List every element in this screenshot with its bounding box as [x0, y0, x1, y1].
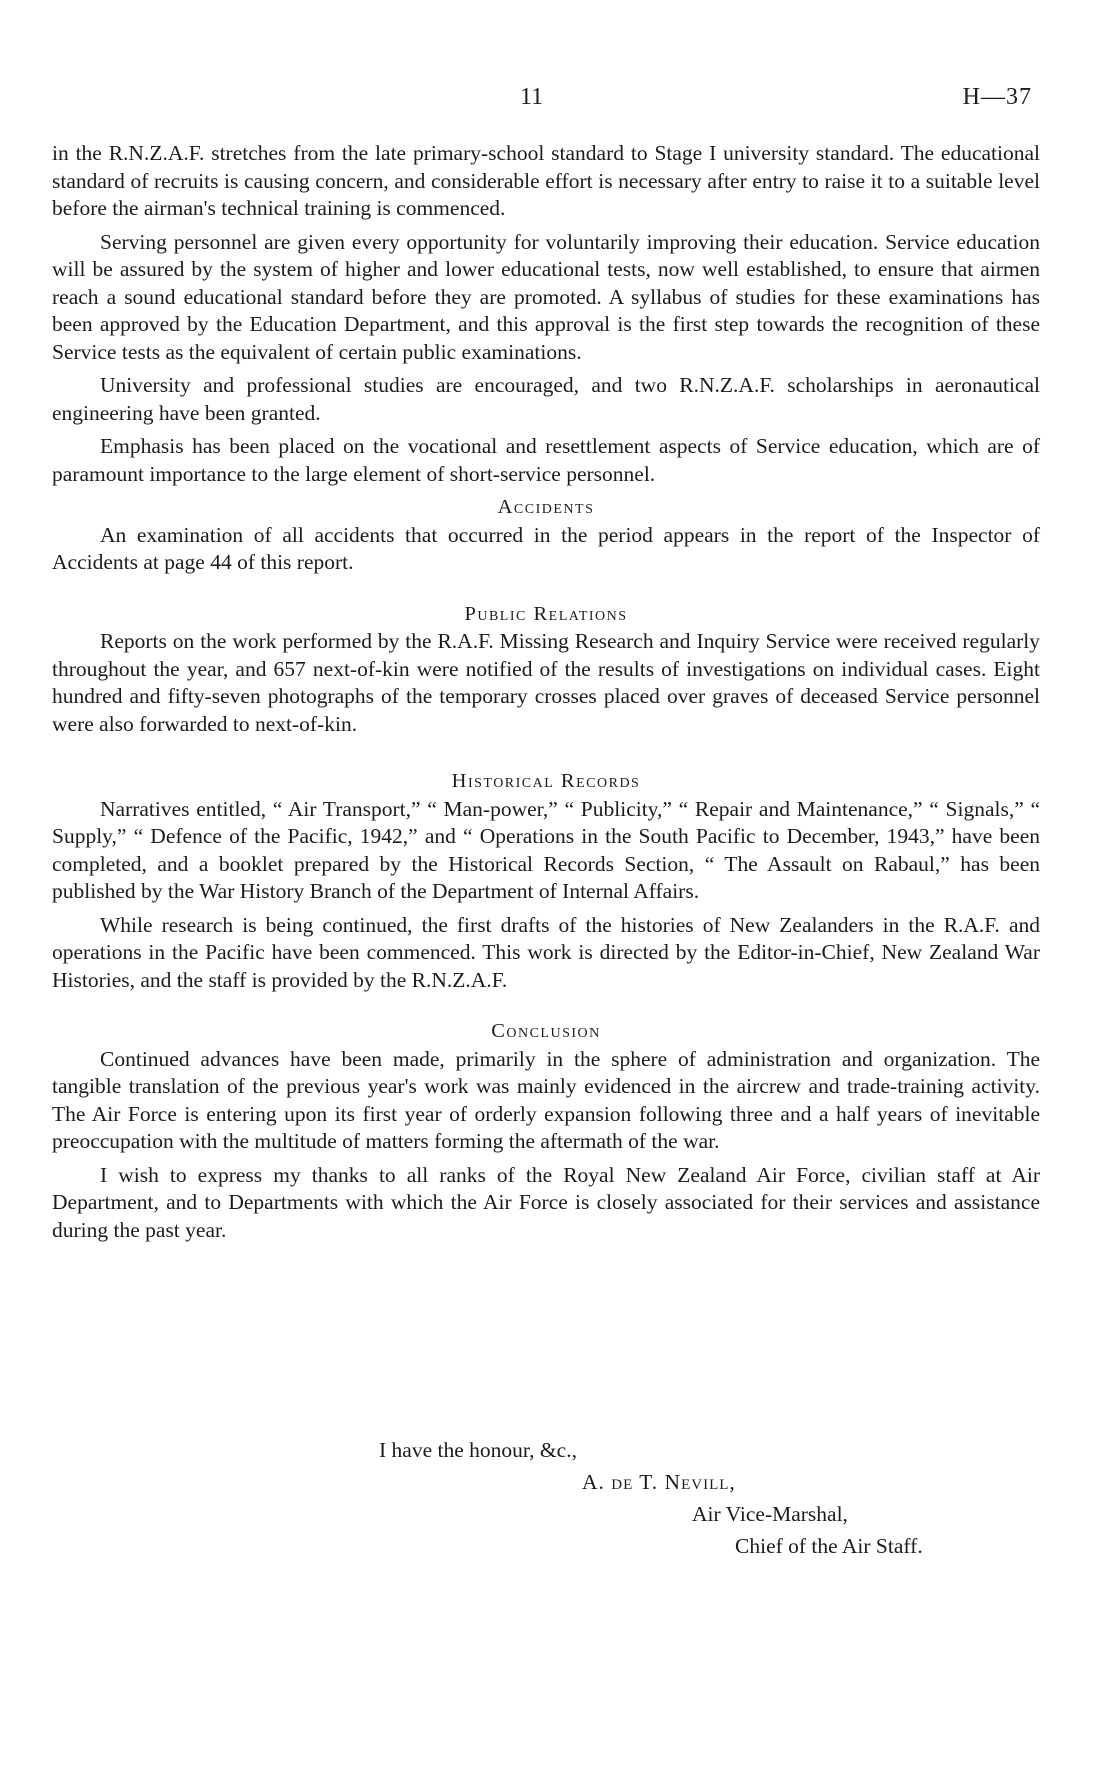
section-heading-accidents: Accidents	[497, 496, 595, 518]
signatory-rank: Air Vice-Marshal,	[692, 1502, 848, 1526]
paragraph: I wish to express my thanks to all ranks of the Royal New Zealand Air Force, civilian staff at Air Department, and to Departments with which the Air Force is closely associated for their services and assistance during the past year.	[52, 1162, 1040, 1242]
section-heading-conclusion: Conclusion	[491, 1020, 601, 1042]
signatory-name: A. de T. Nevill,	[582, 1470, 736, 1494]
paragraph: University and professional studies are encouraged, and two R.N.Z.A.F. scholarships in aeronautical engineering have been granted.	[52, 373, 1040, 425]
signatory-title: Chief of the Air Staff.	[735, 1534, 923, 1558]
paragraph: Reports on the work performed by the R.A.F. Missing Research and Inquiry Service were received regularly throughout the year, and 657 next-of-kin were notified of the results of investigations on individual cases. Eight hundred and fifty-seven photographs of the temporary crosses placed over graves of deceased Service personnel were also forwarded to next-of-kin.	[52, 629, 1040, 736]
section-heading-historical-records: Historical Records	[451, 770, 641, 792]
body-text	[52, 140, 1040, 1244]
paragraph: in the R.N.Z.A.F. stretches from the late primary-school standard to Stage I university standard. The educational standard of recruits is causing concern, and considerable effort is necessary after entry to raise it to a suitable level before the airman's technical training is commenced.	[52, 141, 1040, 220]
section-heading-public-relations: Public Relations	[464, 602, 628, 625]
document-code: H—37	[962, 84, 1032, 110]
paragraph: Emphasis has been placed on the vocational and resettlement aspects of Service education, which are of paramount importance to the large element of short-service personnel.	[52, 434, 1040, 486]
paragraph: Serving personnel are given every opportunity for voluntarily improving their education. Service education will be assured by the system of higher and lower educational tests, now well established, to ensure that airmen reach a sound educational standard before they are promoted. A syllabus of studies for these examinations has been approved by the Education Department, and this approval is the first step towards the recognition of these Service tests as the equivalent of certain public examinations.	[52, 229, 1040, 364]
salutation: I have the honour, &c.,	[379, 1438, 577, 1462]
paragraph: Continued advances have been made, primarily in the sphere of administration and organization. The tangible translation of the previous year's work was mainly evidenced in the aircrew and trade-training activity. The Air Force is entering upon its first year of orderly expansion following three and a half years of inevitable preoccupation with the multitude of matters forming the aftermath of the war.	[52, 1046, 1040, 1153]
paragraph: An examination of all accidents that occurred in the period appears in the report of the Inspector of Accidents at page 44 of this report.	[52, 522, 1040, 574]
page-number: 11	[520, 84, 544, 110]
paragraph: While research is being continued, the first drafts of the histories of New Zealanders in the R.A.F. and operations in the Pacific have been commenced. This work is directed by the Editor-in-Chief, New Zealand War Histories, and the staff is provided by the R.N.Z.A.F.	[52, 912, 1040, 992]
paragraph: Narratives entitled, “ Air Transport,” “ Man-power,” “ Publicity,” “ Repair and Maintenance,” “ Signals,” “ Supply,” “ Defence of the Pacific, 1942,” and “ Operations in the South Pacific to December, 1943,” have been completed, and a booklet prepared by the Historical Records Section, “ The Assault on Rabaul,” has been published by the War History Branch of the Department of Internal Affairs.	[52, 796, 1040, 903]
